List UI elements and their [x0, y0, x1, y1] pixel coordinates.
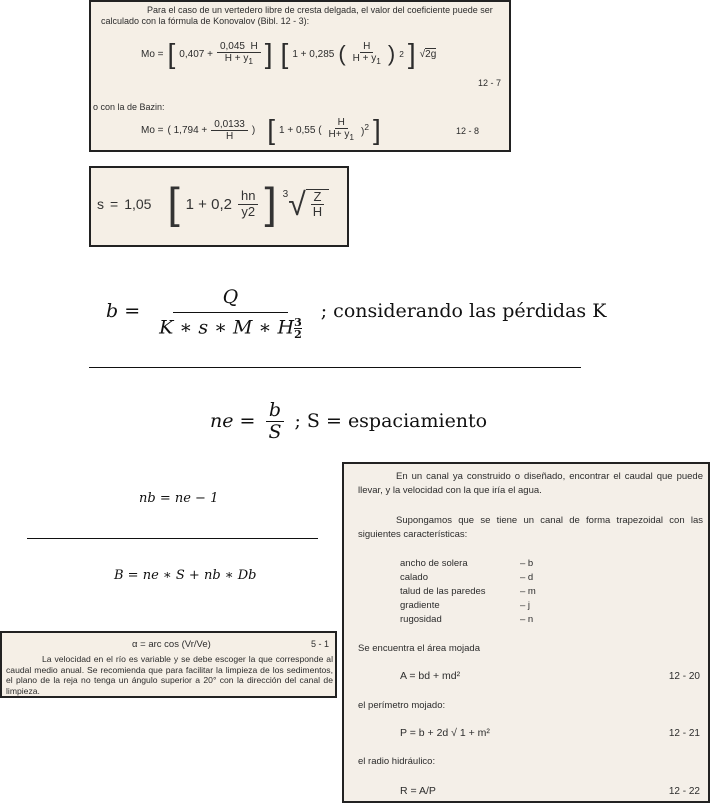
radius-intro: el radio hidráulico:: [358, 756, 436, 767]
perimeter-intro: el perímetro mojado:: [358, 700, 446, 711]
equation-ne: ne = $\frac{b}{S}$ ; S = espaciamiento: [210, 399, 488, 443]
area-equation: A = bd + md²: [400, 670, 461, 682]
divider-1: [89, 367, 581, 368]
equation-nb: nb = ne − 1: [139, 491, 219, 506]
list-item: gradiente – j: [400, 600, 531, 611]
eq-number-5-1: 5 - 1: [310, 639, 329, 649]
eq-number-12-8: 12 - 8: [455, 126, 479, 136]
eq-number-12-22: 12 - 22: [668, 786, 700, 797]
list-item: calado – d: [400, 572, 534, 583]
perimeter-equation: P = b + 2d √ 1 + m²: [400, 727, 490, 739]
canal-p1: En un canal ya construido o diseñado, encontrar el caudal que puede llevar, y la velocidad con la que iría el agua.: [358, 471, 703, 497]
s-formula-box: [89, 166, 349, 247]
list-item: rugosidad – n: [400, 614, 534, 625]
bazin-equation: Mo = ( 1,794 + $\frac{0,0133}{H}$ ) [ 1 + 0,55 ( $\frac{H}{H+ y_1}$ )$^2$ ]: [141, 114, 381, 145]
divider-2: [27, 538, 318, 539]
bazin-intro: o con la de Bazin:: [93, 102, 165, 112]
alpha-box: [0, 631, 337, 698]
canal-p2: Supongamos que se tiene un canal de forma trapezoidal con las siguientes características:: [358, 515, 703, 541]
alpha-equation: α = arc cos (Vr/Ve): [132, 639, 211, 650]
konovalov-box: [89, 0, 511, 152]
area-intro: Se encuentra el área mojada: [358, 643, 480, 654]
alpha-text: La velocidad en el río es variable y se debe escoger la que corresponde al caudal medio anual. Se recomienda que para facilitar la limpieza de los sedimentos, el plano de la reja no tenga un ángulo superior a 20° con la dirección del canal de limpieza.: [6, 654, 333, 697]
list-item: ancho de solera – b: [400, 558, 534, 569]
equation-b: b = Q K ∗ s ∗ M ∗ H $\frac{3}{2}$ ; considerando las pérdidas K: [106, 283, 606, 340]
s-formula: s = 1,05 [ 1 + 0,2 $\frac{hn}{y2}$ ] $^3$ √ $\frac{Z}{H}$: [97, 182, 329, 226]
eq-number-12-7: 12 - 7: [477, 78, 501, 88]
list-item: talud de las paredes – m: [400, 586, 536, 597]
eq-number-12-20: 12 - 20: [668, 671, 700, 682]
konovalov-equation: Mo = [ 0,407 + $\frac{0,045 H}{H + y_1}$ ] [ 1 + 0,285 ( $\frac{H}{H + y_1}$ ) 2 ] √2g: [141, 38, 437, 69]
equation-B: B = ne ∗ S + nb ∗ Db: [114, 568, 257, 583]
eq-number-12-21: 12 - 21: [668, 728, 700, 739]
konovalov-intro: Para el caso de un vertedero libre de cresta delgada, el valor del coeficiente puede ser calculado con la fórmula de Konovalov (Bibl. 12 - 3):: [101, 5, 493, 27]
radius-equation: R = A/P: [400, 785, 436, 797]
canal-box: [342, 462, 710, 803]
